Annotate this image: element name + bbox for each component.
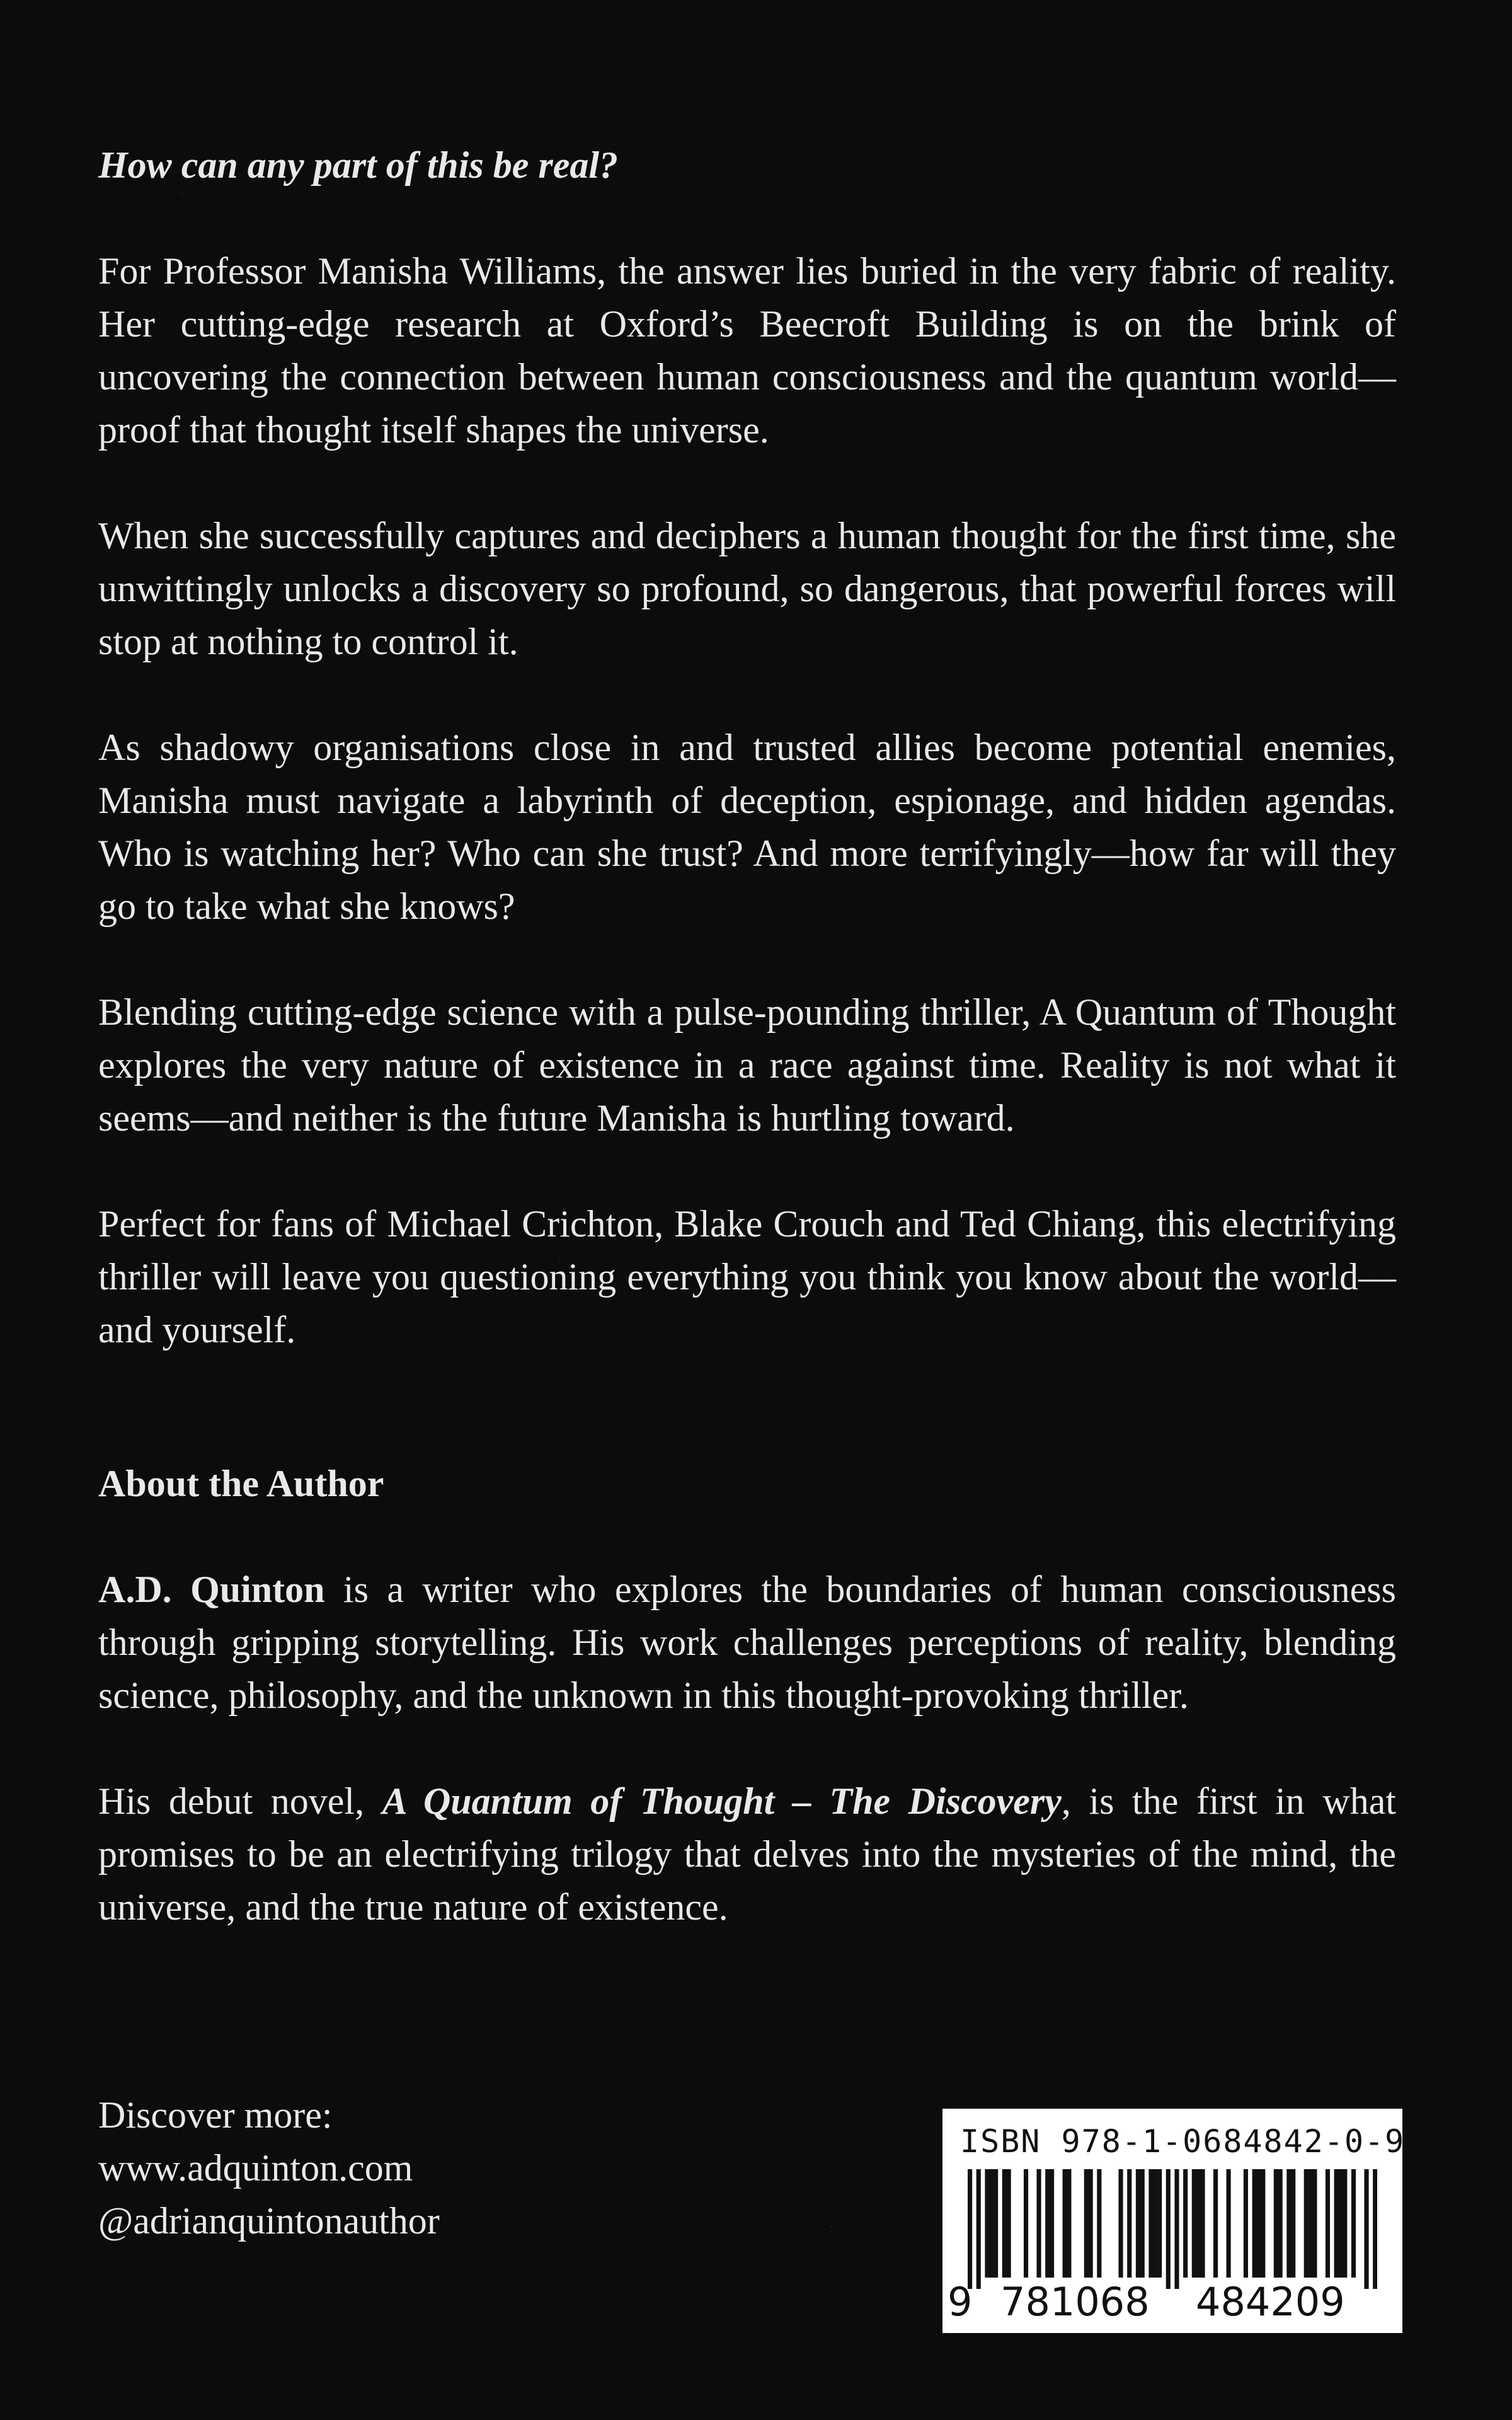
barcode-bar [976,2169,981,2289]
barcode-bar [1364,2169,1368,2289]
barcode-bar [1084,2169,1089,2278]
blurb-paragraph: For Professor Manisha Williams, the answer lies buried in the very fabric of reality. Her cutting-edge research at Oxford’s Beecroft Building is on the brink of uncovering the connection between human consciousness and the quantum world—proof that thought itself shapes the universe. [98,250,1396,451]
barcode-bar [1174,2169,1179,2289]
barcode-bar [968,2169,972,2289]
author-bio-text: is a writer who explores the boundaries of human consciousness through gripping storytelling. His work challenges perceptions of reality, blending science, philosophy, and the unknown in this thought-provoking thriller. [98,1569,1397,1716]
barcode-bar [1196,2169,1201,2278]
debut-paragraph [98,1775,1396,1933]
barcode-bar [1227,2169,1231,2278]
barcode-bar [1200,2169,1205,2278]
blurb-section [98,139,1396,1986]
debut-suffix: , is the first in what promises to be an electrifying trilogy that delves into the mysteries of the mind, the universe, and the true nature of existence. [98,1780,1396,1928]
author-bio [98,1563,1396,1722]
ean-first-digit: 9 [948,2279,973,2325]
barcode-bar [1136,2169,1140,2278]
barcode-bar [1002,2169,1007,2278]
barcode-bar [1183,2169,1188,2278]
tagline: How can any part of this be real? [98,144,619,186]
barcode-bar [1157,2169,1162,2278]
barcode-bar [1024,2169,1028,2278]
barcode-bar [1244,2169,1248,2278]
isbn-barcode [942,2109,1406,2333]
barcode-bar [1309,2169,1313,2278]
barcode-bar [1291,2169,1295,2278]
barcode-bar [1334,2169,1339,2278]
barcode-bar [1140,2169,1145,2278]
barcode-bar [994,2169,998,2278]
barcode-bar [1256,2169,1261,2278]
discover-label: Discover more: [98,2094,333,2136]
website-link[interactable]: www.adquinton.com [98,2147,413,2189]
barcode-bar [1089,2169,1093,2278]
barcode-bar [1148,2169,1153,2278]
barcode-bar [1261,2169,1265,2278]
barcode-bar [1153,2169,1157,2278]
blurb-paragraph: Blending cutting-edge science with a pulse-pounding thriller, A Quantum of Thought explores the very nature of existence in a race against time. Reality is not what it seems—and neither is the future Manisha is hurtling toward. [98,991,1396,1139]
barcode-bar [1166,2169,1171,2289]
barcode-bar [1312,2169,1317,2278]
barcode-bar [1326,2169,1330,2278]
barcode-bar [1304,2169,1309,2278]
barcode-bar [1338,2169,1343,2278]
blurb-paragraph: Perfect for fans of Michael Crichton, Blake Crouch and Ted Chiang, this electrifying thriller will leave you questioning everything you think you know about the world—and yourself. [98,1203,1396,1351]
barcode-bar [1007,2169,1011,2278]
barcode-bar [985,2169,989,2278]
ean-right-digits: 484209 [1196,2279,1345,2325]
barcode-bar [1067,2169,1071,2278]
barcode-bar [1286,2169,1291,2278]
debut-prefix: His debut novel, [98,1780,382,1822]
barcode-bar [1063,2169,1067,2278]
barcode-bar [1036,2169,1041,2278]
author-name: A.D. Quinton [98,1569,325,1610]
barcode-bar [1050,2169,1054,2278]
barcode-bar [1373,2169,1377,2289]
blurb-paragraph: When she successfully captures and deciphers a human thought for the first time, she unwittingly unlocks a discovery so profound, so dangerous, that powerful forces will stop at nothing to control it. [98,515,1396,662]
barcode-bar [1252,2169,1257,2278]
barcode-bar [1127,2169,1131,2278]
barcode-bar [1097,2169,1101,2278]
barcode-bar [1351,2169,1356,2278]
discover-section [98,2089,440,2247]
about-heading: About the Author [98,1463,384,1504]
barcode-bar [1118,2169,1123,2278]
ean-left-digits: 781068 [1000,2279,1150,2325]
barcode-bar [989,2169,994,2278]
barcode-bar [1213,2169,1218,2278]
barcode-bar [1045,2169,1050,2278]
barcode-bar [1343,2169,1347,2278]
social-handle[interactable]: @adrianquintonauthor [98,2200,440,2242]
barcode-bar [1274,2169,1278,2278]
barcode-bar [1192,2169,1196,2278]
debut-title: A Quantum of Thought – The Discovery [382,1780,1062,1822]
barcode-bars [968,2169,1377,2289]
blurb-paragraph: As shadowy organisations close in and trusted allies become potential enemies, Manisha must navigate a labyrinth of deception, espionage, and hidden agendas. Who is watching her? Who can she trust? And more terrifyingly—how far will they go to take what she knows? [98,727,1396,927]
isbn-label: ISBN 978-1-0684842-0-9 [960,2123,1406,2160]
barcode-bar [1278,2169,1283,2278]
